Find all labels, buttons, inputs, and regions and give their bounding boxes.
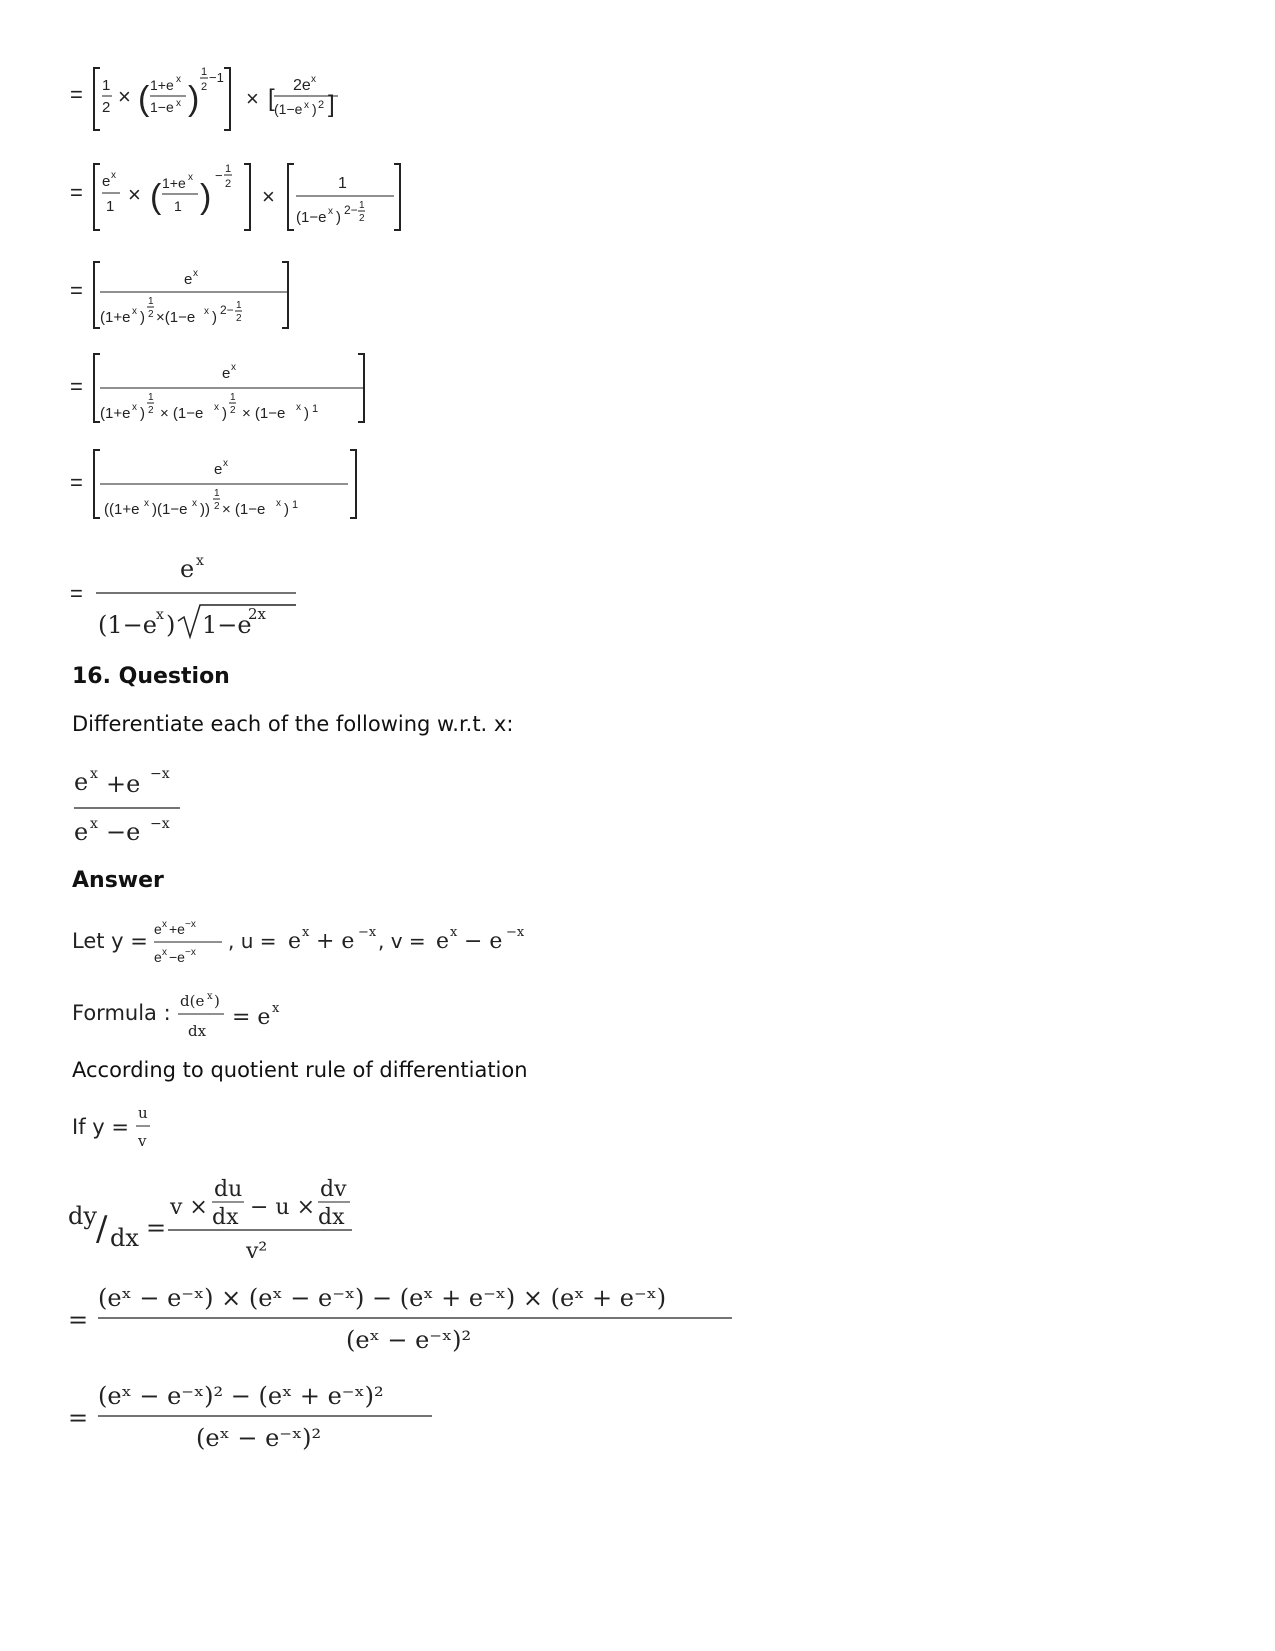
let-line <box>72 914 572 974</box>
answer-heading: Answer <box>72 868 164 893</box>
svg-text:Let y =: Let y = <box>72 929 148 953</box>
svg-text:x: x <box>144 498 149 509</box>
svg-text:d(e: d(e <box>180 992 205 1010</box>
svg-text:(eˣ − e⁻ˣ)²: (eˣ − e⁻ˣ)² <box>196 1424 322 1452</box>
svg-text:−x: −x <box>150 766 170 782</box>
svg-text:): ) <box>284 501 289 518</box>
svg-text:1: 1 <box>102 77 111 94</box>
svg-text:× (1−e: × (1−e <box>160 405 204 422</box>
svg-text:−e: −e <box>106 818 141 846</box>
svg-text:−x: −x <box>150 816 170 832</box>
svg-text:x: x <box>111 170 116 181</box>
svg-text:1: 1 <box>148 392 154 403</box>
svg-text:x: x <box>231 362 236 373</box>
equation-line-6 <box>68 545 348 645</box>
svg-text:=: = <box>146 1214 167 1242</box>
svg-text:e: e <box>222 365 231 382</box>
svg-text:2x: 2x <box>248 605 267 623</box>
svg-text:=: = <box>68 1404 89 1432</box>
question-expression <box>72 760 192 850</box>
svg-text:−: − <box>215 168 223 183</box>
svg-text:×: × <box>128 182 141 207</box>
if-line <box>72 1100 272 1164</box>
svg-text:2: 2 <box>225 178 232 190</box>
svg-text:+e: +e <box>169 921 185 937</box>
svg-text:v ×: v × <box>170 1195 208 1220</box>
svg-text:−e: −e <box>169 949 185 965</box>
equals-sign: = <box>70 278 83 303</box>
svg-text:x: x <box>302 925 310 940</box>
svg-text:v²: v² <box>246 1239 268 1264</box>
svg-text:+e: +e <box>106 770 141 798</box>
svg-text:x: x <box>162 919 167 930</box>
svg-text:1: 1 <box>359 200 365 211</box>
svg-text:x: x <box>207 991 213 1002</box>
svg-text:x: x <box>276 498 281 509</box>
derivative-step-2 <box>66 1376 466 1460</box>
svg-text:[: [ <box>268 85 275 112</box>
svg-text:): ) <box>336 209 341 226</box>
svg-text:−x: −x <box>506 925 525 940</box>
derivative-step-1 <box>66 1278 766 1362</box>
svg-text:x: x <box>132 402 137 413</box>
svg-text:1+e: 1+e <box>150 77 174 93</box>
svg-text:(eˣ − e⁻ˣ)²: (eˣ − e⁻ˣ)² <box>346 1326 472 1354</box>
svg-text:× (1−e: × (1−e <box>242 405 286 422</box>
svg-text:): ) <box>304 405 309 422</box>
svg-text:1: 1 <box>338 175 347 192</box>
svg-text:x: x <box>196 553 204 569</box>
svg-text:): ) <box>140 309 145 326</box>
svg-text:, u =: , u = <box>228 929 277 953</box>
svg-text:dx: dx <box>110 1224 139 1252</box>
svg-text:e: e <box>102 173 111 190</box>
svg-text:]: ] <box>328 91 335 118</box>
equation-line-5 <box>68 446 398 526</box>
svg-text:−x: −x <box>185 947 196 958</box>
equals-sign: = <box>70 470 83 495</box>
svg-text:x: x <box>90 816 98 832</box>
svg-text:2−: 2− <box>344 203 358 217</box>
svg-text:2: 2 <box>201 81 208 93</box>
svg-text:(: ( <box>150 178 162 216</box>
svg-text:x: x <box>296 402 301 413</box>
svg-text:, v =: , v = <box>378 929 426 953</box>
svg-text:e: e <box>436 929 450 954</box>
svg-text:2−: 2− <box>220 303 234 317</box>
svg-text:2: 2 <box>230 405 236 416</box>
svg-text:): ) <box>140 405 145 422</box>
svg-text:): ) <box>200 178 212 216</box>
equation-line-2 <box>68 156 428 236</box>
equals-sign: = <box>70 82 83 107</box>
svg-text:((1+e: ((1+e <box>104 501 140 518</box>
svg-text:− e: − e <box>464 929 503 954</box>
svg-text:x: x <box>193 268 198 279</box>
svg-text:2: 2 <box>148 309 154 320</box>
svg-text:2: 2 <box>148 405 154 416</box>
svg-text:× (1−e: × (1−e <box>222 501 266 518</box>
svg-text:e: e <box>154 921 162 937</box>
equals-sign: = <box>70 180 83 205</box>
svg-text:1−e: 1−e <box>202 611 252 639</box>
svg-text:2: 2 <box>236 313 242 324</box>
svg-text:e: e <box>184 271 193 288</box>
svg-text:1: 1 <box>236 300 242 311</box>
svg-text:(eˣ − e⁻ˣ)² − (eˣ + e⁻ˣ)²: (eˣ − e⁻ˣ)² − (eˣ + e⁻ˣ)² <box>98 1382 384 1410</box>
svg-text:2e: 2e <box>293 77 311 94</box>
svg-text:(1−e: (1−e <box>296 209 327 226</box>
svg-text:1−e: 1−e <box>150 99 174 115</box>
svg-text:1: 1 <box>230 392 236 403</box>
svg-text:dv: dv <box>320 1177 347 1202</box>
svg-text:e: e <box>214 461 223 478</box>
svg-text:dx: dx <box>188 1022 207 1040</box>
svg-text:2: 2 <box>359 213 365 224</box>
svg-text:x: x <box>162 947 167 958</box>
svg-text:)): )) <box>200 501 210 518</box>
svg-text:1: 1 <box>201 66 208 78</box>
svg-text:x: x <box>204 306 209 317</box>
svg-text:(1−e: (1−e <box>274 101 303 117</box>
svg-text:−x: −x <box>185 919 196 930</box>
svg-text:2: 2 <box>102 99 111 116</box>
svg-text:(1−e: (1−e <box>98 611 157 639</box>
svg-text:x: x <box>156 607 164 623</box>
svg-text:x: x <box>450 925 458 940</box>
svg-text:): ) <box>312 101 317 117</box>
svg-text:+ e: + e <box>316 929 355 954</box>
svg-text:(1+e: (1+e <box>100 309 131 326</box>
svg-text:If y =: If y = <box>72 1115 129 1139</box>
svg-text:x: x <box>176 74 181 85</box>
svg-text:dx: dx <box>318 1205 345 1230</box>
equation-line-3 <box>68 256 368 336</box>
svg-text:e: e <box>154 949 162 965</box>
svg-text:(: ( <box>138 80 150 118</box>
svg-text:2: 2 <box>318 99 325 111</box>
svg-text:= e: = e <box>232 1005 271 1030</box>
svg-text:du: du <box>214 1177 243 1202</box>
svg-text:x: x <box>311 74 316 85</box>
svg-text:x: x <box>328 206 333 217</box>
svg-text:×: × <box>118 84 131 109</box>
equals-sign: = <box>70 374 83 399</box>
svg-text:/: / <box>96 1209 108 1249</box>
svg-text:x: x <box>304 100 309 111</box>
equation-line-4 <box>68 350 398 430</box>
svg-text:e: e <box>74 818 89 846</box>
svg-text:1: 1 <box>214 488 220 499</box>
svg-text:Formula :: Formula : <box>72 1001 171 1025</box>
svg-text:=: = <box>68 1306 89 1334</box>
svg-text:(eˣ − e⁻ˣ) × (eˣ − e⁻ˣ) − (e: (eˣ − e⁻ˣ) × (eˣ − e⁻ˣ) − (eˣ + e⁻ˣ) × (eˣ + e⁻ˣ) <box>98 1284 667 1312</box>
svg-text:)(1−e: )(1−e <box>152 501 188 518</box>
svg-text:dx: dx <box>212 1205 239 1230</box>
svg-text:1: 1 <box>312 403 319 415</box>
equation-line-1 <box>68 60 428 135</box>
quotient-rule-formula <box>66 1170 386 1274</box>
svg-text:−1: −1 <box>209 70 224 85</box>
svg-text:e: e <box>74 768 89 796</box>
svg-text:x: x <box>132 306 137 317</box>
quotient-rule-text: According to quotient rule of differentiation <box>72 1058 528 1082</box>
svg-text:): ) <box>166 611 176 639</box>
svg-text:1: 1 <box>225 163 232 175</box>
svg-text:1: 1 <box>106 198 115 215</box>
equals-sign: = <box>70 581 83 606</box>
svg-text:u: u <box>138 1104 148 1122</box>
svg-text:1: 1 <box>292 499 299 511</box>
svg-text:1+e: 1+e <box>162 175 186 191</box>
svg-text:): ) <box>212 309 217 326</box>
svg-text:−x: −x <box>358 925 377 940</box>
svg-text:x: x <box>90 766 98 782</box>
svg-text:− u ×: − u × <box>250 1195 316 1220</box>
svg-text:×(1−e: ×(1−e <box>156 309 196 326</box>
question-heading: 16. Question <box>72 664 230 689</box>
svg-text:e: e <box>180 555 195 583</box>
svg-text:×: × <box>262 184 275 209</box>
svg-text:1: 1 <box>174 198 182 214</box>
svg-text:e: e <box>288 929 302 954</box>
svg-text:x: x <box>272 1001 280 1016</box>
formula-line <box>72 986 372 1050</box>
svg-text:1: 1 <box>148 296 154 307</box>
svg-text:dy: dy <box>68 1202 97 1230</box>
svg-text:): ) <box>188 80 200 118</box>
svg-text:): ) <box>214 992 220 1010</box>
svg-text:v: v <box>138 1132 147 1150</box>
svg-text:2: 2 <box>214 501 220 512</box>
svg-text:x: x <box>188 172 193 183</box>
svg-text:x: x <box>176 98 181 109</box>
svg-text:x: x <box>214 402 219 413</box>
question-prompt: Differentiate each of the following w.r.t. x: <box>72 712 514 736</box>
svg-text:x: x <box>223 458 228 469</box>
svg-text:(1+e: (1+e <box>100 405 131 422</box>
svg-text:): ) <box>222 405 227 422</box>
svg-text:x: x <box>192 498 197 509</box>
svg-text:×: × <box>246 86 259 111</box>
